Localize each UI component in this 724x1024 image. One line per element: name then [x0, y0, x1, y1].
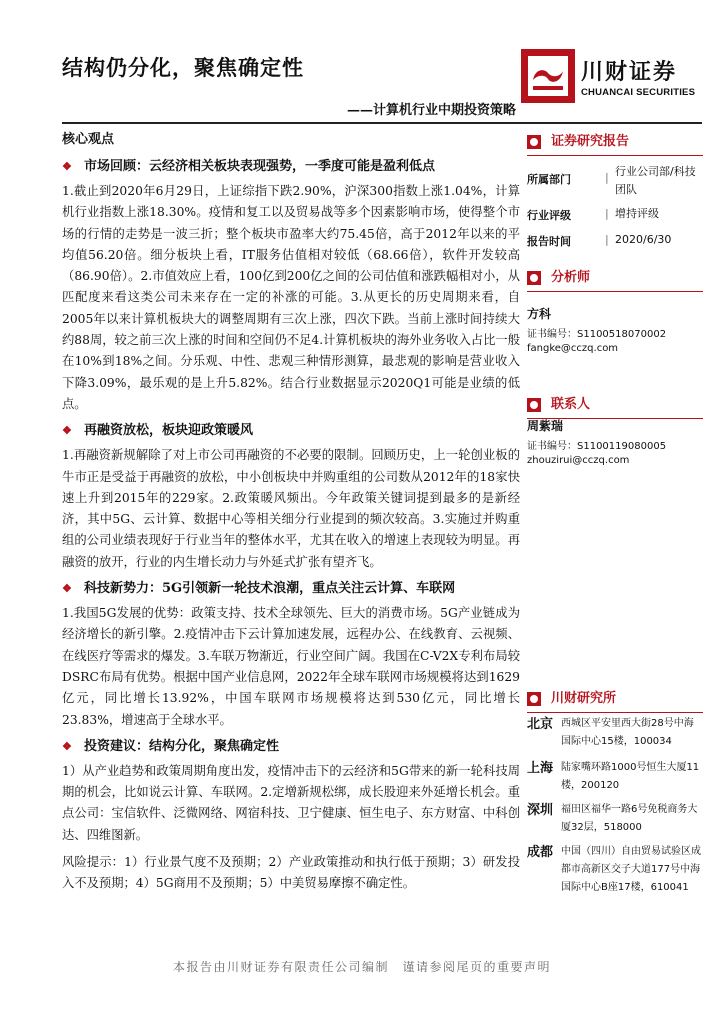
risk-warning-paragraph: 风险提示：1）行业景气度不及预期；2）产业政策推动和执行低于预期；3）研发投入不及预期；4）5G商用不及预期；5）中美贸易摩擦不确定性。	[62, 855, 520, 891]
contact-section-heading-text: 联系人	[551, 397, 591, 412]
institute-section-heading	[527, 688, 703, 710]
contact-section-heading	[527, 394, 703, 416]
section-heading-text: 科技新势力：5G引领新一轮技术浪潮，重点关注云计算、车联网	[84, 581, 456, 597]
office-address: 中国（四川）自由贸易试验区成都市高新区交子大道177号中海国际中心B座17楼，610041	[561, 846, 701, 893]
section-paragraph: 1.我国5G发展的优势：政策支持、技术全球领先、巨大的消费市场。5G产业链成为经济增长的新引擎。2.疫情冲击下云计算加速发展，远程办公、在线教育、云视频、在线医疗等需求的爆发。3.车联万物渐近，行业空间广阔。我国在C-V2X专利布局较DSRC布局有优势。根据中国产业信息网，2022年全球车联网市场规模将达到1629亿元，同比增长13.92%，中国车联网市场规模将达到530亿元，同比增长23.83%，增速高于全球水平。	[62, 606, 520, 727]
diamond-bullet-icon: ❖	[62, 582, 72, 596]
header-rule	[62, 122, 702, 124]
contact-certificate: 证书编号：S1100119080005	[527, 441, 667, 452]
logo-company-name: 川财证券	[581, 60, 678, 85]
office-city: 北京	[527, 717, 554, 732]
contact-block	[527, 417, 703, 466]
analyst-name: 方科	[527, 307, 552, 321]
report-title: 结构仍分化，聚焦确定性	[62, 55, 304, 80]
red-square-icon	[527, 135, 541, 149]
contact-email[interactable]: zhouzirui@cczq.com	[527, 455, 630, 466]
office-city: 深圳	[527, 803, 554, 818]
office-city: 上海	[527, 761, 554, 776]
contact-name: 周紫瑞	[527, 419, 564, 433]
main-column	[62, 131, 520, 901]
red-square-icon	[527, 271, 541, 285]
analyst-email[interactable]: fangke@cczq.com	[527, 343, 619, 354]
chuancai-logo-icon	[521, 49, 575, 103]
office-address: 西城区平安里西大街28号中海国际中心15楼，100034	[561, 718, 694, 747]
institute-section-heading-text: 川财研究所	[551, 691, 617, 706]
analyst-block	[527, 305, 703, 354]
section-paragraph: 1.截止到2020年6月29日，上证综指下跌2.90%，沪深300指数上涨1.04%，计算机行业指数上涨18.30%。疫情和复工以及贸易战等多个因素影响市场，使得整个市场的行情的走势是一波三折；整个板块市盈率大约75.45倍，高于2012年以来的平均值56.20倍。细分板块上看，IT服务估值相对较低（68.66倍），软件开发较高（86.90倍）。2.市值效应上看，100亿到200亿之间的公司估值和涨跌幅相对小，从匹配度来看这类公司未来存在一定的补涨的可能。3.从更长的历史周期来看，自2005年以来计算机板块大的调整周期有三次上涨，四次下跌。当前上涨时间持续大约88周，较之前三次上涨的时间和空间仍不足4.计算机板块的海外业务收入占比一般在10%到18%之间。分乐观、中性、悲观三种情形测算，最悲观的影响是营业收入下降3.09%，最乐观的是上升5.82%。结合行业数据显示2020Q1可能是业绩的低点。	[62, 184, 520, 411]
info-label: 行业评级	[527, 209, 571, 222]
section-heading	[62, 157, 520, 177]
section-heading	[62, 579, 520, 599]
analyst-section-heading-text: 分析师	[551, 270, 591, 285]
red-square-icon	[527, 398, 541, 412]
analyst-section-heading	[527, 267, 703, 289]
section-heading	[62, 737, 520, 757]
diamond-bullet-icon: ❖	[62, 424, 72, 438]
analyst-certificate: 证书编号：S1100518070002	[527, 329, 667, 340]
report-section-heading-text: 证券研究报告	[551, 134, 630, 149]
info-value: 增持评级	[615, 207, 659, 220]
info-label: 所属部门	[527, 173, 571, 186]
info-label: 报告时间	[527, 235, 571, 248]
company-logo	[521, 49, 701, 105]
page-footer-disclaimer: 本报告由川财证券有限责任公司编制 谨请参阅尾页的重要声明	[172, 960, 551, 974]
info-separator: |	[605, 171, 609, 184]
info-separator: |	[605, 233, 609, 246]
office-address: 陆家嘴环路1000号恒生大厦11楼，200120	[561, 762, 700, 791]
section-paragraph: 1.再融资新规解除了对上市公司再融资的不必要的限制。回顾历史，上一轮创业板的牛市正是受益于再融资的放松，中小创板块中并购重组的公司数从2012年的18家快速上升到2015年的229家。2.政策暖风频出。今年政策关键词提到最多的是新经济，其中5G、云计算、数据中心等相关细分行业提到的频次较高。3.实施过并购重组的公司业绩表现好于行业当年的整体水平，尤其在收入的增速上表现较为明显。再融资的放开，行业的内生增长动力与外延式扩张有望齐飞。	[62, 448, 520, 569]
red-square-icon	[527, 692, 541, 706]
report-subtitle: ——计算机行业中期投资策略	[346, 103, 516, 118]
info-value: 行业公司部/科技团队	[615, 165, 696, 196]
logo-english-name: CHUANCAI SECURITIES	[581, 87, 696, 98]
section-heading-text: 市场回顾：云经济相关板块表现强势，一季度可能是盈利低点	[84, 159, 436, 174]
info-separator: |	[605, 207, 609, 220]
core-points-heading: 核心观点	[62, 132, 115, 147]
report-section-heading	[527, 131, 703, 153]
section-heading-text: 投资建议：结构分化，聚焦确定性	[84, 738, 280, 754]
office-address: 福田区福华一路6号免税商务大厦32层，518000	[561, 804, 698, 833]
diamond-bullet-icon: ❖	[62, 739, 72, 753]
office-city: 成都	[527, 845, 554, 860]
info-value: 2020/6/30	[615, 233, 672, 246]
section-heading	[62, 421, 520, 441]
section-heading-text: 再融资放松，板块迎政策暖风	[84, 423, 254, 439]
diamond-bullet-icon: ❖	[62, 160, 72, 173]
section-paragraph: 1）从产业趋势和政策周期角度出发，疫情冲击下的云经济和5G带来的新一轮科技周期的机会，比如说云计算、车联网。2.定增新规松绑，成长股迎来外延增长机会。重点公司：宝信软件、泛微网络、网宿科技、卫宁健康、恒生电子、东方财富、中科创达、四维图新。	[62, 763, 520, 842]
